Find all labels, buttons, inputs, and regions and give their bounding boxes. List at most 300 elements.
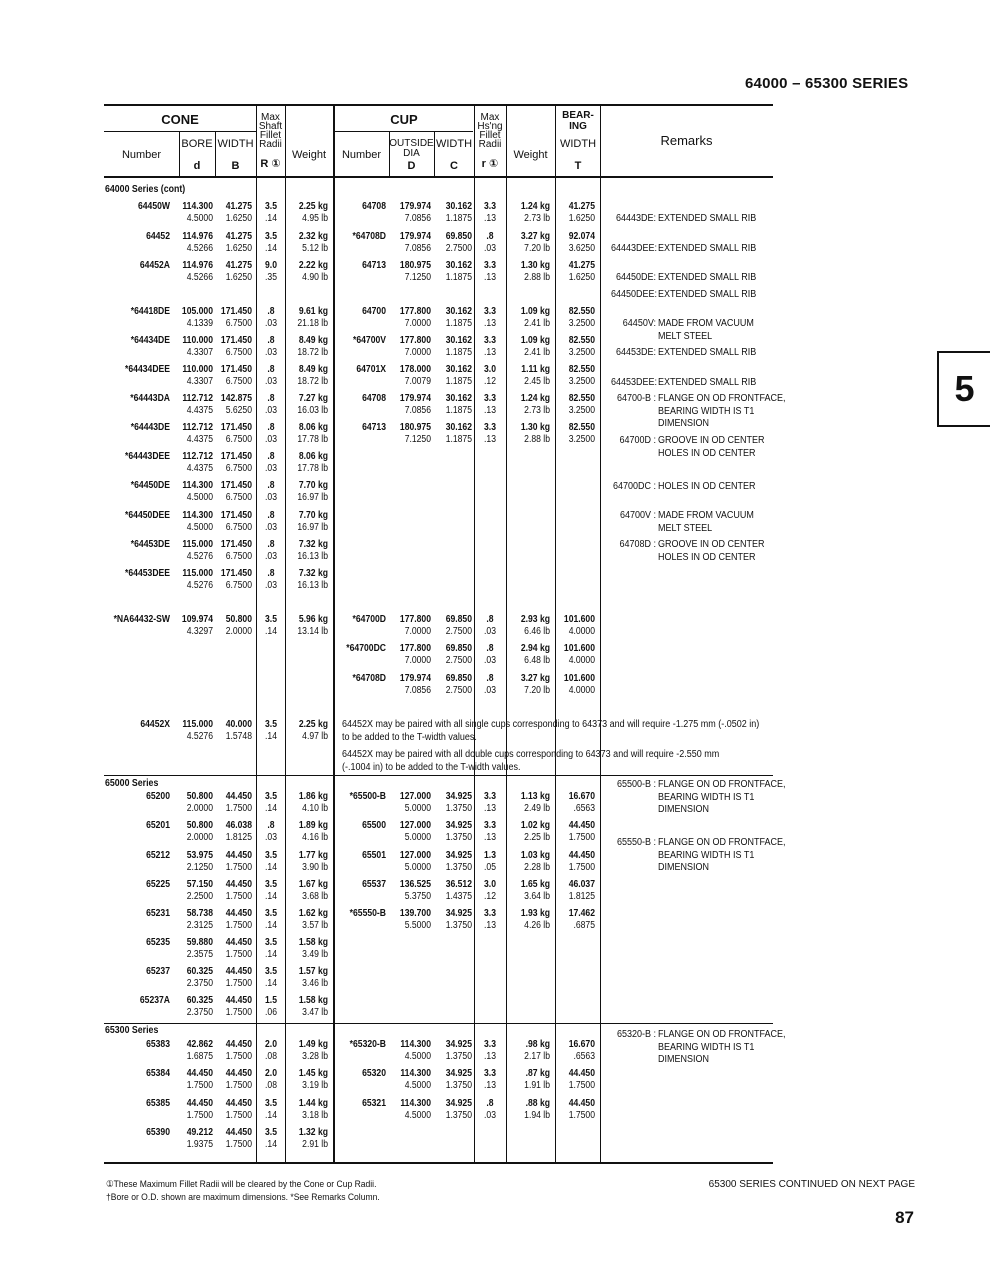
shaft-fillet-value-imperial: .14 <box>265 891 277 902</box>
remark-text: EXTENDED SMALL RIB <box>658 213 757 224</box>
bearing-width-value-metric: 17.462 <box>568 908 595 919</box>
outside-dia-value-metric: 179.974 <box>399 393 431 404</box>
cup-number: *64708D <box>352 231 386 242</box>
housing-fillet-value-metric: 3.0 <box>484 879 496 890</box>
bore-value-imperial: 4.5266 <box>186 243 213 254</box>
cup-width-value-metric: 69.850 <box>445 673 472 684</box>
bore-value-imperial: 4.3297 <box>186 626 213 637</box>
housing-fillet-value-imperial: .13 <box>484 347 496 358</box>
cup-width-value-metric: 30.162 <box>445 306 472 317</box>
cup-width-value-imperial: 1.1875 <box>445 347 472 358</box>
bore-value-metric: 114.300 <box>182 510 213 521</box>
shaft-fillet-value-metric: .8 <box>267 510 275 521</box>
outside-dia-value-imperial: 5.0000 <box>404 862 431 873</box>
shaft-fillet-value-metric: .8 <box>267 393 275 404</box>
housing-fillet-value-metric: 3.3 <box>484 201 496 212</box>
bore-value-metric: 58.738 <box>186 908 213 919</box>
cup-width-value-metric: 69.850 <box>445 643 472 654</box>
bore-value-imperial: 4.3307 <box>186 376 213 387</box>
shaft-fillet-value-metric: .8 <box>267 820 275 831</box>
outside-dia-value-metric: 177.800 <box>399 643 431 654</box>
outside-dia-value-imperial: 7.0856 <box>404 405 431 416</box>
cone-number: *64443DE <box>130 422 170 433</box>
remark-code: 65550-B : <box>616 837 656 848</box>
cup-number: 65320 <box>362 1068 386 1079</box>
pairing-note: 64452X may be paired with all single cups corresponding to 64373 and will require -1.275 mm (-.0502 in) <box>342 719 760 730</box>
cup-width-value-metric: 30.162 <box>445 335 472 346</box>
section-label: 65000 Series <box>105 778 159 789</box>
cone-weight-value-imperial: 3.28 lb <box>302 1051 328 1062</box>
cup-weight-value-imperial: 6.48 lb <box>524 655 550 666</box>
remark-text: DIMENSION <box>658 804 710 815</box>
cone-number-header: Number <box>121 148 162 161</box>
cup-width-symbol: C <box>450 159 458 172</box>
shaft-fillet-value-metric: .8 <box>267 335 275 346</box>
cup-weight-value-metric: 1.24 kg <box>520 201 550 212</box>
cone-width-value-imperial: 1.7500 <box>225 862 252 873</box>
cup-number: 65500 <box>362 820 386 831</box>
bore-value-metric: 50.800 <box>186 791 213 802</box>
cup-weight-value-metric: .98 kg <box>525 1039 550 1050</box>
remark-text: DIMENSION <box>658 1054 710 1065</box>
cone-width-header: WIDTH <box>217 137 254 150</box>
shaft-fillet-value-metric: 3.5 <box>265 614 277 625</box>
cup-width-value-imperial: 1.3750 <box>445 1110 472 1121</box>
outside-dia-value-imperial: 4.5000 <box>404 1080 431 1091</box>
cone-width-value-metric: 46.038 <box>225 820 252 831</box>
cup-number: 64701X <box>356 364 386 375</box>
bore-value-metric: 44.450 <box>186 1068 213 1079</box>
cone-width-value-metric: 171.450 <box>220 480 252 491</box>
cup-number: 64713 <box>362 422 386 433</box>
shaft-fillet-value-metric: .8 <box>267 306 275 317</box>
cone-weight-value-metric: 7.32 kg <box>298 568 328 579</box>
cup-width-value-metric: 30.162 <box>445 260 472 271</box>
remark-code: 65320-B : <box>616 1029 656 1040</box>
cone-weight-value-metric: 2.32 kg <box>298 231 328 242</box>
remark-text: MELT STEEL <box>658 330 713 342</box>
cone-header: CONE <box>161 111 199 127</box>
cone-number: 64452A <box>139 260 170 271</box>
housing-fillet-value-metric: 3.3 <box>484 791 496 802</box>
cone-width-value-metric: 44.450 <box>225 879 252 890</box>
cone-width-value-metric: 44.450 <box>225 1098 252 1109</box>
bearing-width-value-metric: 44.450 <box>568 1068 595 1079</box>
cone-weight-value-metric: 8.49 kg <box>298 364 328 375</box>
outside-dia-value-metric: 180.975 <box>399 260 431 271</box>
cone-weight-value-metric: 1.77 kg <box>298 850 328 861</box>
outside-dia-value-metric: 179.974 <box>399 673 431 684</box>
outside-dia-value-metric: 114.300 <box>400 1068 431 1079</box>
cup-weight-value-imperial: 1.91 lb <box>524 1080 550 1091</box>
bore-value-imperial: 4.1339 <box>186 318 213 329</box>
cup-header-rule <box>334 131 473 132</box>
cone-number: *64443DEE <box>125 451 170 462</box>
shaft-fillet-value-imperial: .03 <box>265 318 277 329</box>
cup-width-value-metric: 69.850 <box>445 614 472 625</box>
cup-width-value-metric: 34.925 <box>445 1068 472 1079</box>
cone-weight-value-metric: 9.61 kg <box>298 306 328 317</box>
remark-code: 64700V : <box>619 510 656 521</box>
cup-width-value-metric: 34.925 <box>445 908 472 919</box>
shaft-fillet-value-imperial: .03 <box>265 551 277 562</box>
bearing-width-value-imperial: 1.7500 <box>568 862 595 873</box>
cone-weight-value-metric: 7.70 kg <box>298 480 328 491</box>
cup-number: 65321 <box>362 1098 386 1109</box>
cone-weight-value-metric: 2.25 kg <box>298 201 328 212</box>
bearing-width-value-metric: 82.550 <box>568 393 595 404</box>
housing-fillet-value-imperial: .03 <box>484 243 496 254</box>
cup-width-value-imperial: 1.1875 <box>445 318 472 329</box>
shaft-fillet-value-imperial: .14 <box>265 1110 277 1121</box>
cup-weight-value-imperial: 2.88 lb <box>524 272 550 283</box>
cone-width-value-metric: 44.450 <box>225 850 252 861</box>
cup-width-value-imperial: 1.1875 <box>445 405 472 416</box>
remark-code: 64443DE: <box>615 213 656 224</box>
remark-code: 64450V: <box>622 318 656 329</box>
bore-header: BORE <box>181 137 213 150</box>
bearing-width-value-metric: 101.600 <box>563 673 595 684</box>
shaft-fillet-value-metric: 3.5 <box>265 1127 277 1138</box>
remark-text: FLANGE ON OD FRONTFACE, <box>658 779 786 790</box>
cone-width-value-metric: 44.450 <box>225 791 252 802</box>
remark-text: MADE FROM VACUUM <box>658 510 754 521</box>
cup-width-header: WIDTH <box>435 137 473 150</box>
cone-weight-value-imperial: 18.72 lb <box>297 376 328 387</box>
remark-text: EXTENDED SMALL RIB <box>658 347 757 358</box>
cone-weight-value-imperial: 4.95 lb <box>302 213 328 224</box>
cup-width-value-metric: 30.162 <box>445 364 472 375</box>
cup-width-value-metric: 34.925 <box>445 791 472 802</box>
cone-number: 65225 <box>146 879 170 890</box>
cone-width-value-imperial: 1.7500 <box>225 920 252 931</box>
bore-value-imperial: 4.5000 <box>186 492 213 503</box>
cup-weight-header: Weight <box>513 148 548 161</box>
bearing-width-value-imperial: 3.2500 <box>568 405 595 416</box>
outside-dia-value-imperial: 4.5000 <box>404 1051 431 1062</box>
cup-width-value-imperial: 2.7500 <box>445 655 472 666</box>
cup-width-value-imperial: 1.3750 <box>445 920 472 931</box>
cone-number: *64453DE <box>130 539 170 550</box>
remark-text: BEARING WIDTH IS T1 <box>658 791 755 803</box>
remark-text: FLANGE ON OD FRONTFACE, <box>658 837 786 848</box>
cone-width-value-imperial: 6.7500 <box>225 376 252 387</box>
bore-value-metric: 115.000 <box>182 719 213 730</box>
cup-weight-value-imperial: 2.45 lb <box>524 376 550 387</box>
housing-fillet-value-metric: .8 <box>486 231 494 242</box>
cone-width-value-imperial: 1.7500 <box>225 1007 252 1018</box>
page-title: 64000 – 65300 SERIES <box>745 75 909 92</box>
cone-number: 65212 <box>146 850 170 861</box>
bore-value-metric: 57.150 <box>186 879 213 890</box>
cup-width-value-imperial: 1.1875 <box>445 434 472 445</box>
bore-value-metric: 110.000 <box>182 335 213 346</box>
bore-value-imperial: 4.5276 <box>186 580 213 591</box>
cone-width-value-imperial: 6.7500 <box>225 492 252 503</box>
cone-weight-value-metric: 7.32 kg <box>298 539 328 550</box>
section-rule-65000 <box>104 775 773 776</box>
bearing-width-value-metric: 41.275 <box>568 201 595 212</box>
cone-width-value-metric: 41.275 <box>225 201 252 212</box>
housing-fillet-value-imperial: .13 <box>484 803 496 814</box>
remark-code: 64700D : <box>619 435 656 446</box>
cone-width-value-imperial: 2.0000 <box>225 626 252 637</box>
shaft-fillet-value-metric: 3.5 <box>265 719 277 730</box>
cup-number: *65320-B <box>349 1039 386 1050</box>
remark-code: 64453DEE: <box>611 377 658 388</box>
cone-number: *64443DA <box>130 393 170 404</box>
outside-dia-value-imperial: 7.0000 <box>404 318 431 329</box>
bore-value-imperial: 4.4375 <box>186 434 213 445</box>
cone-number: 64452X <box>140 719 170 730</box>
cone-width-value-imperial: 1.6250 <box>225 243 252 254</box>
outside-dia-value-metric: 127.000 <box>399 791 431 802</box>
cone-width-value-metric: 44.450 <box>225 1127 252 1138</box>
cone-weight-value-metric: 1.32 kg <box>298 1127 328 1138</box>
outside-dia-value-imperial: 5.0000 <box>404 832 431 843</box>
cup-width-value-imperial: 2.7500 <box>445 685 472 696</box>
housing-fillet-value-imperial: .13 <box>484 832 496 843</box>
bore-value-metric: 110.000 <box>182 364 213 375</box>
cup-weight-value-metric: 1.11 kg <box>521 364 550 375</box>
table-top-rule <box>104 104 773 106</box>
remark-text: DIMENSION <box>658 862 710 873</box>
shaft-fillet-value-metric: 3.5 <box>265 791 277 802</box>
section-label: 64000 Series (cont) <box>105 184 186 195</box>
cone-width-value-imperial: 1.7500 <box>225 1051 252 1062</box>
remark-text: EXTENDED SMALL RIB <box>658 243 757 254</box>
bearing-width-value-imperial: 1.6250 <box>568 272 595 283</box>
cup-weight-value-metric: 1.03 kg <box>520 850 550 861</box>
cone-weight-value-metric: 1.67 kg <box>298 879 328 890</box>
bore-value-imperial: 4.5276 <box>186 731 213 742</box>
cone-weight-value-imperial: 16.03 lb <box>297 405 328 416</box>
remark-text: GROOVE IN OD CENTER <box>658 435 765 446</box>
bore-value-imperial: 2.3750 <box>186 978 213 989</box>
cup-weight-value-imperial: 2.73 lb <box>524 213 550 224</box>
cone-number: 65383 <box>146 1039 170 1050</box>
cup-number: 64708 <box>362 393 386 404</box>
outside-dia-value-imperial: 7.0000 <box>404 626 431 637</box>
outside-dia-value-imperial: 7.0856 <box>404 243 431 254</box>
bore-value-imperial: 1.9375 <box>186 1139 213 1150</box>
cone-weight-value-imperial: 3.47 lb <box>302 1007 328 1018</box>
bearing-width-value-imperial: 3.2500 <box>568 347 595 358</box>
remark-text: FLANGE ON OD FRONTFACE, <box>658 393 786 404</box>
outside-dia-value-metric: 178.000 <box>399 364 431 375</box>
cone-number: *64453DEE <box>125 568 170 579</box>
cup-number: 64700 <box>362 306 386 317</box>
shaft-fillet-value-imperial: .03 <box>265 492 277 503</box>
shaft-fillet-value-imperial: .35 <box>265 272 277 283</box>
remark-text: DIMENSION <box>658 418 710 429</box>
col-divider <box>285 106 286 1163</box>
cup-width-value-imperial: 1.3750 <box>445 1051 472 1062</box>
housing-fillet-value-metric: 3.3 <box>484 260 496 271</box>
cone-weight-value-metric: 7.27 kg <box>298 393 328 404</box>
cup-width-value-imperial: 2.7500 <box>445 626 472 637</box>
pairing-note: (-.1004 in) to be added to the T-width values. <box>342 762 521 773</box>
cup-width-value-metric: 30.162 <box>445 201 472 212</box>
remark-text: GROOVE IN OD CENTER <box>658 539 765 550</box>
shaft-fillet-value-imperial: .14 <box>265 862 277 873</box>
cone-weight-value-imperial: 4.90 lb <box>302 272 328 283</box>
bearing-width-value-imperial: 1.7500 <box>568 832 595 843</box>
cone-width-value-imperial: 6.7500 <box>225 347 252 358</box>
outside-dia-value-metric: 177.800 <box>399 335 431 346</box>
bore-value-imperial: 4.3307 <box>186 347 213 358</box>
cone-width-value-imperial: 6.7500 <box>225 318 252 329</box>
col-divider <box>506 106 507 1163</box>
cone-header-rule <box>104 131 256 132</box>
col-divider <box>333 106 335 1163</box>
bore-value-imperial: 2.2500 <box>186 891 213 902</box>
housing-fillet-value-imperial: .03 <box>484 626 496 637</box>
cone-weight-value-metric: 1.89 kg <box>298 820 328 831</box>
cone-width-value-metric: 44.450 <box>225 1039 252 1050</box>
bearing-width-value-metric: 46.037 <box>568 879 595 890</box>
bore-value-metric: 115.000 <box>182 539 213 550</box>
cone-width-value-metric: 171.450 <box>220 510 252 521</box>
cup-weight-value-metric: 1.09 kg <box>520 335 550 346</box>
housing-fillet-value-metric: 3.3 <box>484 306 496 317</box>
cup-width-value-metric: 34.925 <box>445 1098 472 1109</box>
col-divider <box>600 106 601 1163</box>
shaft-fillet-value-metric: .8 <box>267 568 275 579</box>
outside-dia-value-imperial: 5.5000 <box>404 920 431 931</box>
cup-width-value-imperial: 1.3750 <box>445 832 472 843</box>
section-label: 65300 Series <box>105 1025 159 1036</box>
bore-value-metric: 114.976 <box>182 260 213 271</box>
cone-weight-value-metric: 1.44 kg <box>298 1098 328 1109</box>
cone-width-value-imperial: 6.7500 <box>225 463 252 474</box>
cup-width-value-metric: 30.162 <box>445 422 472 433</box>
cone-width-value-imperial: 1.7500 <box>225 1139 252 1150</box>
cone-width-value-metric: 44.450 <box>225 966 252 977</box>
cup-weight-value-imperial: 2.28 lb <box>524 862 550 873</box>
cone-width-value-metric: 171.450 <box>220 422 252 433</box>
cone-width-value-metric: 44.450 <box>225 908 252 919</box>
housing-fillet-value-imperial: .13 <box>484 272 496 283</box>
shaft-fillet-value-imperial: .03 <box>265 580 277 591</box>
bore-value-metric: 42.862 <box>186 1039 213 1050</box>
bore-value-imperial: 4.4375 <box>186 463 213 474</box>
cone-weight-value-metric: 8.06 kg <box>298 422 328 433</box>
cone-number: *64434DE <box>130 335 170 346</box>
outside-dia-value-imperial: 7.0000 <box>404 655 431 666</box>
housing-fillet-value-metric: .8 <box>486 673 494 684</box>
shaft-fillet-value-metric: .8 <box>267 480 275 491</box>
cone-weight-header: Weight <box>291 148 327 161</box>
cone-width-value-metric: 171.450 <box>220 335 252 346</box>
bore-value-imperial: 2.3125 <box>186 920 213 931</box>
shaft-fillet-value-metric: 3.5 <box>265 879 277 890</box>
cup-weight-value-imperial: 3.64 lb <box>524 891 550 902</box>
cup-number: 65501 <box>362 850 386 861</box>
bore-value-imperial: 1.7500 <box>186 1110 213 1121</box>
bore-value-imperial: 4.5000 <box>186 522 213 533</box>
cup-width-value-metric: 36.512 <box>445 879 472 890</box>
cup-number: *65500-B <box>349 791 386 802</box>
outside-dia-value-imperial: 7.1250 <box>404 434 431 445</box>
remark-text: HOLES IN OD CENTER <box>658 551 756 563</box>
cup-weight-value-imperial: 2.88 lb <box>524 434 550 445</box>
cone-weight-value-imperial: 3.57 lb <box>302 920 328 931</box>
outside-dia-value-metric: 139.700 <box>399 908 431 919</box>
outside-dia-value-metric: 177.800 <box>399 306 431 317</box>
shaft-radius-symbol: R ① <box>260 157 281 170</box>
bore-value-metric: 53.975 <box>186 850 213 861</box>
bore-value-metric: 109.974 <box>181 614 213 625</box>
cone-number: 65235 <box>146 937 170 948</box>
housing-radius-symbol: r ① <box>481 157 499 170</box>
shaft-fillet-value-metric: .8 <box>267 364 275 375</box>
remark-text: HOLES IN OD CENTER <box>658 447 756 459</box>
remark-code: 64700DC : <box>612 481 656 492</box>
cone-weight-value-metric: 1.49 kg <box>298 1039 328 1050</box>
col-divider <box>256 106 257 1163</box>
bore-value-metric: 114.300 <box>182 480 213 491</box>
cone-weight-value-imperial: 16.13 lb <box>297 551 328 562</box>
cone-width-value-imperial: 1.6250 <box>225 272 252 283</box>
cone-weight-value-metric: 1.45 kg <box>298 1068 328 1079</box>
cone-number: 65390 <box>146 1127 170 1138</box>
cone-number: *64450DEE <box>125 510 170 521</box>
cone-width-value-metric: 171.450 <box>220 451 252 462</box>
shaft-fillet-value-imperial: .08 <box>265 1080 277 1091</box>
cone-width-value-metric: 40.000 <box>225 719 252 730</box>
bearing-width-value-metric: 82.550 <box>568 364 595 375</box>
housing-fillet-value-metric: 3.3 <box>484 1068 496 1079</box>
housing-fillet-value-metric: 1.3 <box>484 850 496 861</box>
cone-number: 65200 <box>146 791 170 802</box>
col-divider <box>555 106 556 1163</box>
bore-value-metric: 60.325 <box>186 966 213 977</box>
bearing-width-value-metric: 16.670 <box>568 791 595 802</box>
max-shaft-fillet-header: Max Shaft Fillet Radii <box>258 112 283 150</box>
bore-value-imperial: 1.6875 <box>186 1051 213 1062</box>
shaft-fillet-value-metric: .8 <box>267 451 275 462</box>
cup-number: *64700D <box>352 614 386 625</box>
cone-number: 65384 <box>146 1068 170 1079</box>
cup-number: 64713 <box>362 260 386 271</box>
bearing-width-value-imperial: 4.0000 <box>568 626 595 637</box>
cup-width-value-imperial: 1.3750 <box>445 803 472 814</box>
remark-code: 64450DEE: <box>611 289 658 300</box>
shaft-fillet-value-metric: 3.5 <box>265 966 277 977</box>
cup-weight-value-metric: 1.30 kg <box>520 422 550 433</box>
bore-value-metric: 114.300 <box>182 201 213 212</box>
housing-fillet-value-imperial: .13 <box>484 1080 496 1091</box>
cup-weight-value-imperial: 7.20 lb <box>524 685 550 696</box>
shaft-fillet-value-imperial: .14 <box>265 803 277 814</box>
outside-dia-value-imperial: 7.0079 <box>404 376 431 387</box>
outside-dia-value-metric: 114.300 <box>400 1098 431 1109</box>
housing-fillet-value-imperial: .03 <box>484 1110 496 1121</box>
cone-width-value-metric: 41.275 <box>225 231 252 242</box>
cone-weight-value-metric: 1.57 kg <box>298 966 328 977</box>
cone-width-value-imperial: 6.7500 <box>225 580 252 591</box>
shaft-fillet-value-imperial: .06 <box>265 1007 277 1018</box>
outside-dia-value-imperial: 5.3750 <box>404 891 431 902</box>
cup-number-header: Number <box>341 148 382 161</box>
cone-weight-value-metric: 5.96 kg <box>298 614 328 625</box>
cup-width-value-imperial: 1.1875 <box>445 213 472 224</box>
cone-width-value-metric: 44.450 <box>225 1068 252 1079</box>
cup-width-value-imperial: 1.1875 <box>445 376 472 387</box>
bore-value-imperial: 2.3750 <box>186 1007 213 1018</box>
bearing-width-value-imperial: 1.8125 <box>568 891 595 902</box>
